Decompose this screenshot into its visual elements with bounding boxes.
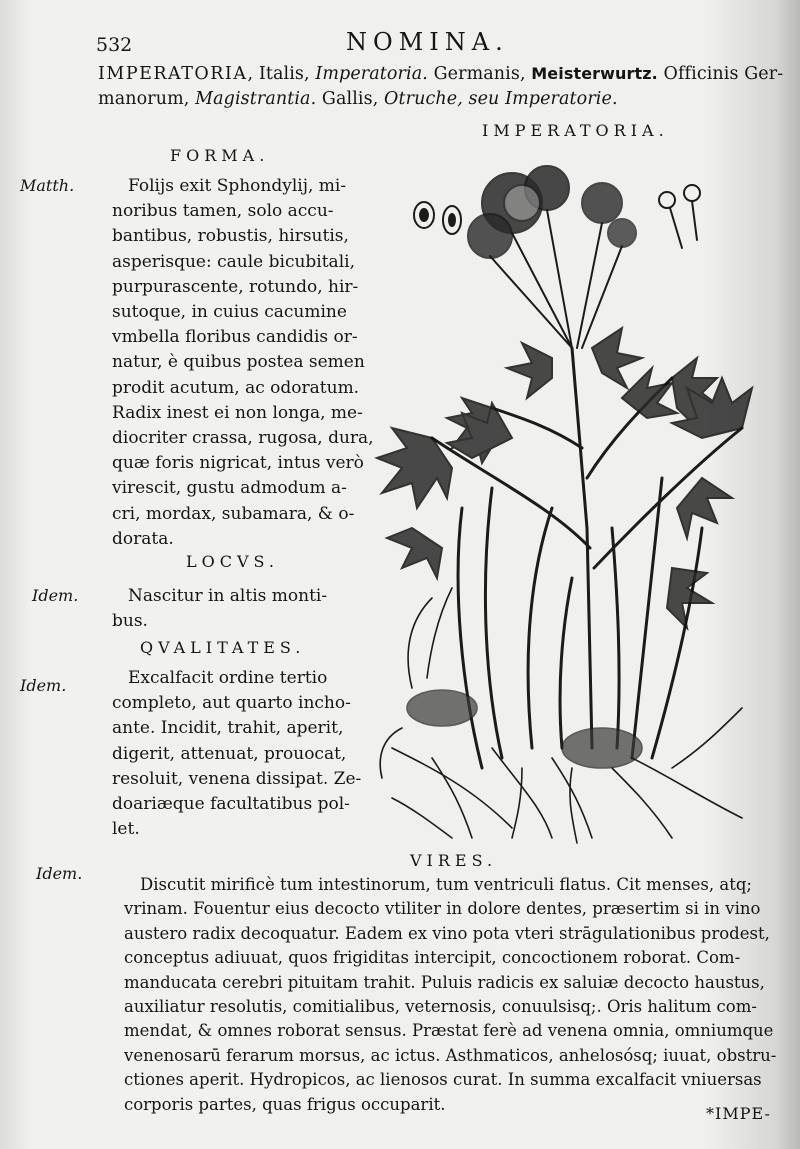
plant-illustration-svg: [372, 148, 762, 848]
page-number: 532: [96, 34, 133, 56]
text-line: diocriter crassa, rugosa, dura,: [112, 428, 374, 449]
vires-paragraph: [124, 873, 776, 1117]
text-line: let.: [112, 819, 140, 840]
margin-note-qualitates: Idem.: [20, 676, 67, 695]
text-line: completo, aut quarto incho-: [112, 693, 351, 714]
text-line: cri, mordax, subamara, & o-: [112, 503, 355, 524]
text-line: vmbella floribus candidis or-: [112, 327, 358, 348]
text-line: natur, è quibus postea semen: [112, 352, 365, 373]
text-line: vrinam. Fouentur eius decocto vtiliter in dolore dentes, præsertim si in vino: [124, 899, 761, 919]
text-line: Discutit mirificè tum intestinorum, tum ventriculi flatus. Cit menses, atq;: [140, 875, 752, 894]
figure-caption: IMPERATORIA.: [482, 121, 669, 140]
text-line: ante. Incidit, trahit, aperit,: [112, 718, 344, 739]
text-line: Radix inest ei non longa, me-: [112, 402, 363, 423]
plant-woodcut-illustration: [372, 148, 762, 848]
text-line: bantibus, robustis, hirsutis,: [112, 226, 349, 247]
name-sep-officinis: Officinis Ger-: [657, 64, 784, 84]
text-line: ctiones aperit. Hydropicos, ac lienosos curat. In summa excalfacit vniuersas: [124, 1070, 762, 1090]
text-line: conceptus adiuuat, quos frigiditas intercipit, concoctionem roborat. Com-: [124, 948, 741, 968]
text-line: dorata.: [112, 528, 174, 549]
text-line: venenosarū ferarum morsus, ac ictus. Asthmaticos, anhelosósq; iuuat, obstru-: [124, 1045, 777, 1065]
name-sep-italis: , Italis,: [247, 64, 316, 84]
heading-vires: VIRES.: [410, 851, 498, 870]
text-line: doariæque facultatibus pol-: [112, 794, 350, 815]
name-italian: Imperatoria.: [315, 64, 428, 84]
text-line: resoluit, venena dissipat. Ze-: [112, 768, 362, 789]
seed-details: [414, 202, 461, 234]
name-sep-gallis: Gallis,: [316, 89, 385, 109]
margin-note-locus: Idem.: [32, 586, 79, 605]
text-line: austero radix decoquatur. Eadem ex vino pota vteri strāgulationibus prodest,: [124, 923, 770, 943]
text-line: digerit, attenuat, prouocat,: [112, 743, 347, 764]
forma-paragraph: [112, 174, 374, 552]
text-line: Folijs exit Sphondylij, mi-: [128, 176, 347, 196]
name-french: Otruche, seu Imperatorie.: [384, 89, 618, 109]
running-head: NOMINA.: [346, 28, 509, 56]
margin-note-vires: Idem.: [36, 864, 83, 883]
text-line: virescit, gustu admodum a-: [112, 478, 347, 499]
heading-qualitates: QVALITATES.: [140, 638, 306, 657]
heading-forma: FORMA.: [170, 146, 270, 165]
text-line: corporis partes, quas frigus occuparit.: [124, 1094, 446, 1114]
text-line: prodit acutum, ac odoratum.: [112, 377, 360, 398]
name-imperatoria: IMPERATORIA: [98, 64, 248, 84]
name-officinal: Magistrantia.: [195, 89, 317, 109]
text-line: noribus tamen, solo accu-: [112, 201, 334, 222]
text-line: manducata cerebri pituitam trahit. Puluis radicis ex saluiæ decocto haustus,: [124, 972, 765, 992]
text-line: sutoque, in cuius cacumine: [112, 302, 347, 323]
name-german: Meisterwurtz.: [531, 64, 658, 83]
text-line: quæ foris nigricat, intus verò: [112, 453, 364, 474]
text-line: Excalfacit ordine tertio: [128, 668, 328, 688]
locus-paragraph: [112, 584, 327, 634]
qualitates-paragraph: [112, 666, 361, 842]
leaves: [377, 328, 752, 628]
heading-locus: LOCVS.: [186, 552, 280, 571]
plant-names-line-2: [98, 89, 618, 109]
text-line: asperisque: caule bicubitali,: [112, 251, 355, 272]
umbel-flowers: [468, 166, 636, 348]
text-line: mendat, & omnes roborat sensus. Præstat ferè ad venena omnia, omniumque: [124, 1021, 774, 1041]
text-line: bus.: [112, 611, 148, 632]
flower-details: [659, 185, 700, 248]
text-line: Nascitur in altis monti-: [128, 586, 328, 606]
name-sep-germanis: Germanis,: [427, 64, 532, 84]
catchword: *IMPE-: [706, 1104, 771, 1123]
text-line: auxiliatur resolutis, comitialibus, veternosis, conuulsisq;. Oris halitum com-: [124, 997, 757, 1017]
margin-note-forma: Matth.: [20, 176, 75, 195]
text-line: purpurascente, rotundo, hir-: [112, 276, 359, 297]
plant-names-line-1: [98, 64, 783, 84]
name-sep-manorum: manorum,: [98, 89, 196, 109]
